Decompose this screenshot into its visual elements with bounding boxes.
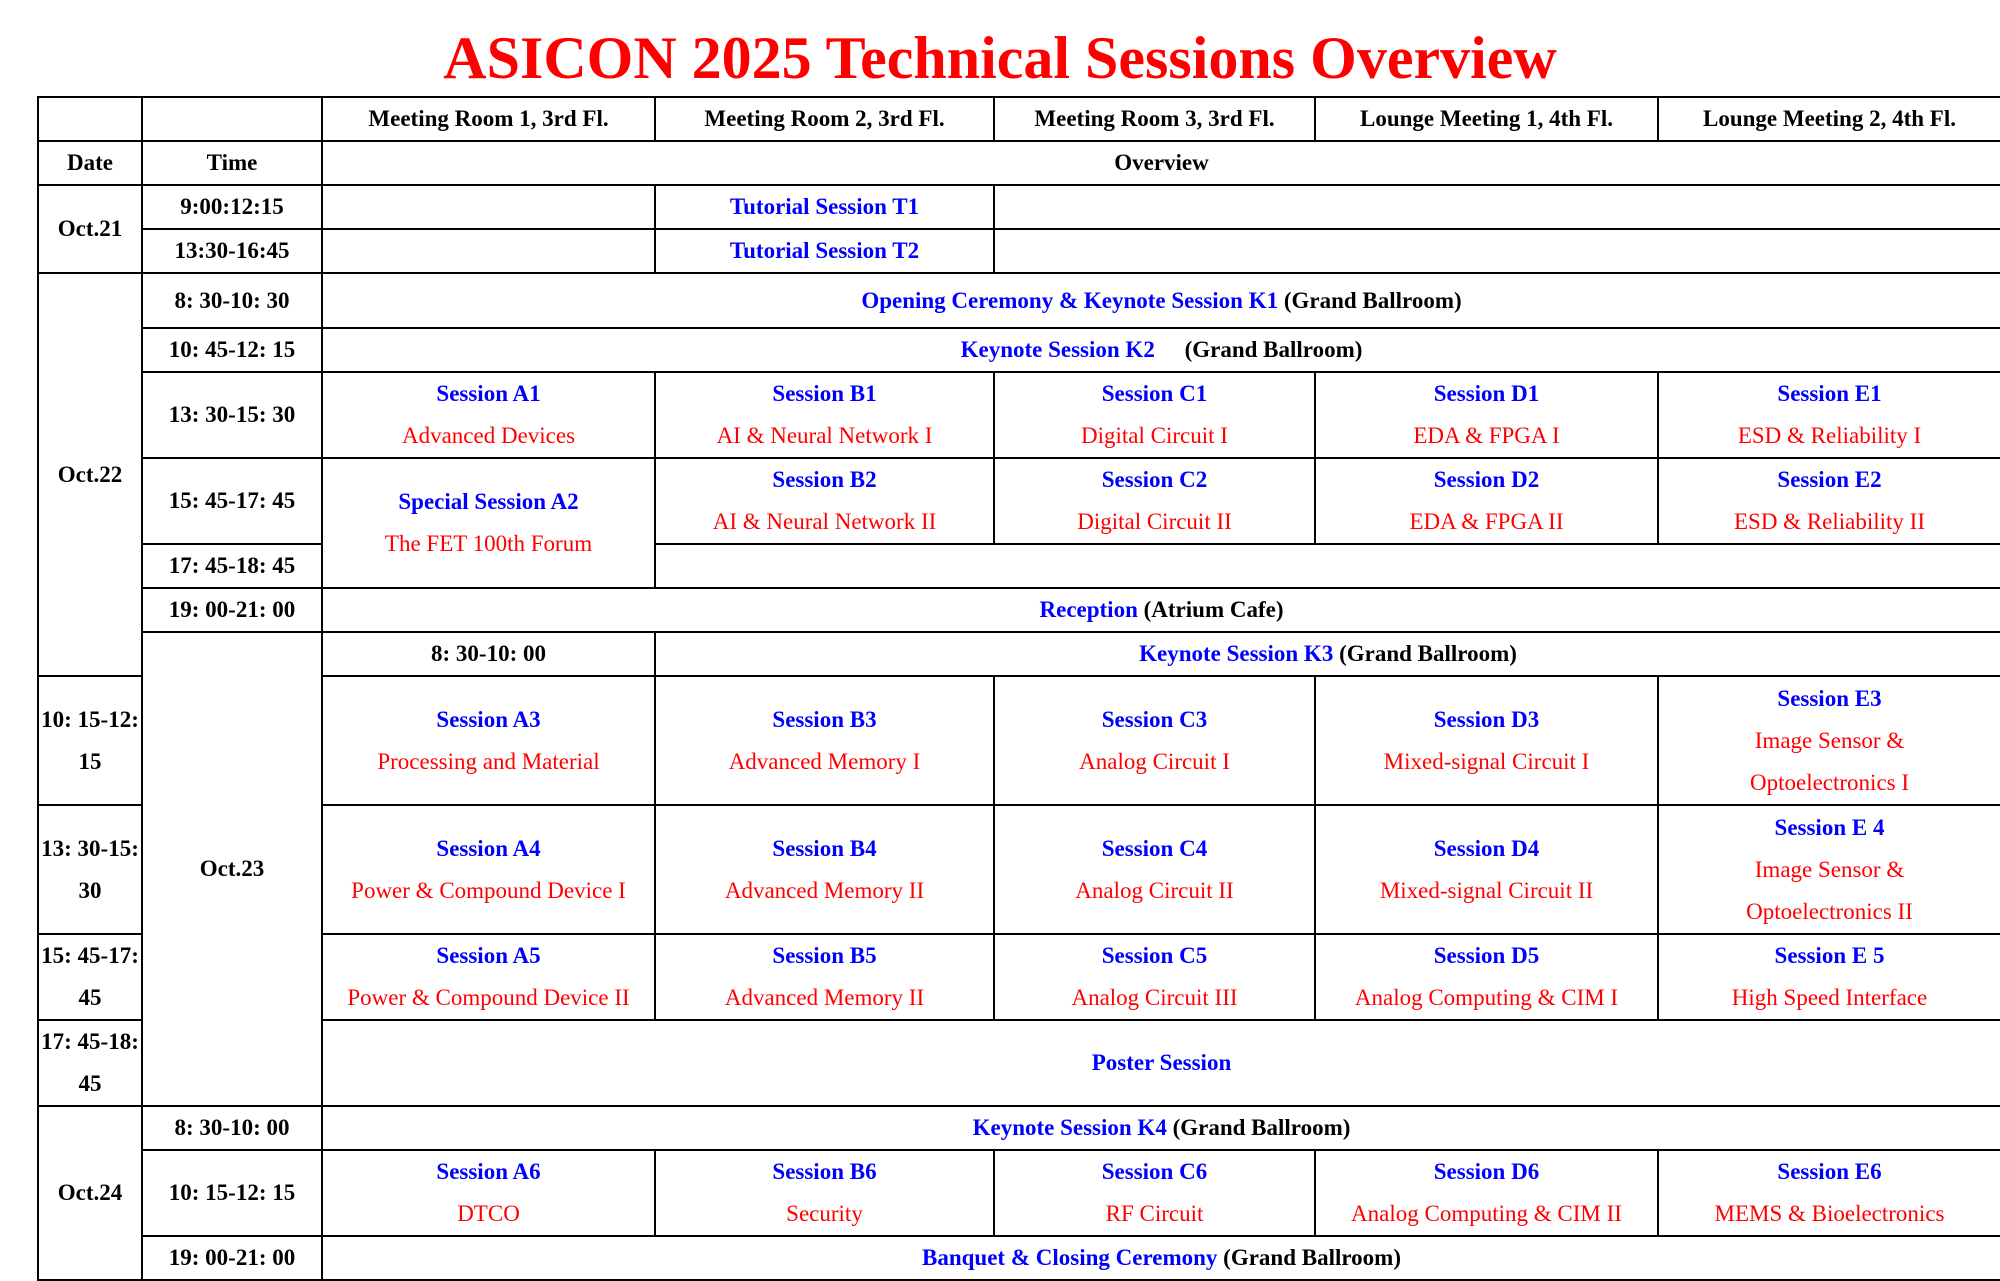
session-name: Session D4 [1433,835,1540,861]
special-session-cell [322,458,655,588]
session-cell [1315,934,1658,1020]
room-header: Lounge Meeting 1, 4th Fl. [1315,97,1658,141]
session-name: Session B1 [772,381,877,406]
session-name: Session D2 [1433,467,1540,492]
session-topic: Image Sensor & [1754,856,1905,882]
empty-cell [322,229,655,273]
table-row [38,588,2000,632]
session-topic: AI & Neural Network II [712,509,937,534]
session-name: Session D1 [1433,381,1540,406]
schedule-table [37,96,2000,1281]
plenary-banquet [322,1236,2000,1280]
plenary-venue: (Grand Ballroom) [1339,641,1517,666]
session-name: Session B5 [772,943,877,968]
session-cell [994,1150,1315,1236]
header-blank-cell [38,97,142,141]
plenary-name: Keynote Session K3 [1139,641,1334,666]
plenary-reception [322,588,2000,632]
time-cell: 13:30-16:45 [142,229,322,273]
session-topic: Processing and Material [377,748,600,774]
session-name: Session C4 [1101,835,1208,861]
session-cell [322,1150,655,1236]
session-name: Session B3 [772,706,877,732]
tutorial-session-t1: Tutorial Session T1 [655,185,994,229]
session-cell [1315,676,1658,805]
plenary-venue: (Grand Ballroom) [1283,287,1462,313]
session-topic: EDA & FPGA II [1409,509,1564,534]
table-row [38,805,2000,934]
session-name: Session A4 [436,835,541,861]
plenary-opening [322,273,2000,328]
plenary-venue: (Grand Ballroom) [1172,1115,1351,1140]
plenary-poster [322,1020,2000,1106]
time-cell: 13: 30-15: 30 [38,805,142,934]
session-cell [994,372,1315,458]
time-cell: 10: 15-12: 15 [38,676,142,805]
tutorial-session-t2: Tutorial Session T2 [655,229,994,273]
session-topic: Power & Compound Device II [347,985,630,1010]
plenary-name: Reception [1039,597,1138,622]
time-cell: 13: 30-15: 30 [142,372,322,458]
plenary-k4 [322,1106,2000,1150]
session-topic: Analog Computing & CIM I [1354,985,1619,1010]
session-cell [1315,1150,1658,1236]
session-cell [655,676,994,805]
session-topic: Digital Circuit II [1077,509,1232,534]
session-name: Session E 4 [1774,814,1885,840]
session-topic: Analog Circuit III [1071,985,1238,1010]
plenary-name: Opening Ceremony & Keynote Session K1 [861,287,1279,313]
session-name: Session C2 [1101,467,1208,492]
table-row [38,273,2000,328]
session-name: Session C3 [1101,706,1208,732]
session-name: Session C1 [1101,381,1208,406]
session-topic: The FET 100th Forum [384,531,593,556]
session-topic: Analog Computing & CIM II [1351,1201,1622,1226]
session-topic: Digital Circuit I [1081,423,1228,448]
table-row [38,632,2000,676]
date-cell: Oct.24 [38,1106,142,1280]
session-name: Session A6 [436,1159,541,1184]
session-cell [1658,934,2000,1020]
room-header: Lounge Meeting 2, 4th Fl. [1658,97,2000,141]
plenary-venue: (Grand Ballroom) [1184,337,1363,362]
session-name: Session D6 [1433,1159,1540,1184]
plenary-venue: (Grand Ballroom) [1223,1245,1401,1270]
session-cell [1315,458,1658,544]
session-cell [994,458,1315,544]
session-topic: Image Sensor & [1754,727,1905,753]
column-header-row [38,141,2000,185]
session-topic: Advanced Memory I [728,748,921,774]
session-topic: DTCO [457,1201,520,1226]
session-cell [1658,805,2000,934]
session-name: Session A3 [436,706,541,732]
plenary-name: Poster Session [1091,1050,1232,1075]
table-row [38,372,2000,458]
session-cell [1658,1150,2000,1236]
session-cell [994,805,1315,934]
date-header: Date [38,141,142,185]
session-topic: Advanced Memory II [724,985,925,1010]
session-name: Session B4 [772,835,877,861]
time-cell: 9:00:12:15 [142,185,322,229]
session-topic: Advanced Memory II [724,877,925,903]
session-topic: Optoelectronics II [1746,898,1913,924]
session-topic: Analog Circuit I [1079,748,1230,774]
plenary-k3 [655,632,2000,676]
session-cell [994,934,1315,1020]
session-topic: MEMS & Bioelectronics [1714,1201,1945,1226]
session-topic: Power & Compound Device I [351,877,626,903]
plenary-venue: (Atrium Cafe) [1143,597,1284,622]
table-row [38,458,2000,544]
plenary-name: Banquet & Closing Ceremony [922,1245,1218,1270]
session-name: Session E2 [1777,467,1882,492]
session-cell [322,676,655,805]
session-cell [1658,458,2000,544]
time-cell: 10: 15-12: 15 [142,1150,322,1236]
table-row [38,1106,2000,1150]
session-name: Session B6 [772,1159,877,1184]
session-cell [655,458,994,544]
session-topic: Analog Circuit II [1075,877,1234,903]
plenary-name: Keynote Session K4 [972,1115,1167,1140]
time-cell: 17: 45-18: 45 [142,544,322,588]
room-header-row [38,97,2000,141]
session-name: Session E 5 [1774,943,1885,968]
session-topic: Optoelectronics I [1749,769,1910,795]
time-cell: 15: 45-17: 45 [38,934,142,1020]
session-name: Session E3 [1777,685,1882,711]
date-cell: Oct.22 [38,273,142,676]
session-topic: Security [786,1201,863,1226]
room-header: Meeting Room 1, 3rd Fl. [322,97,655,141]
session-cell [655,372,994,458]
session-topic: RF Circuit [1105,1201,1204,1226]
empty-cell [994,185,2000,229]
time-cell: 8: 30-10: 30 [142,273,322,328]
session-cell [322,805,655,934]
session-cell [655,934,994,1020]
session-name: Special Session A2 [398,489,579,514]
table-row [38,328,2000,372]
time-cell: 19: 00-21: 00 [142,588,322,632]
session-name: Session D5 [1433,943,1540,968]
table-row [38,934,2000,1020]
overview-header: Overview [322,141,2000,185]
time-header: Time [142,141,322,185]
table-row [38,229,2000,273]
time-cell: 10: 45-12: 15 [142,328,322,372]
table-row [38,1020,2000,1106]
time-cell: 19: 00-21: 00 [142,1236,322,1280]
session-cell [655,1150,994,1236]
session-topic: AI & Neural Network I [716,423,933,448]
session-name: Session A5 [436,943,541,968]
date-cell: Oct.21 [38,185,142,273]
session-cell [1315,805,1658,934]
page-title: ASICON 2025 Technical Sessions Overview [443,25,1557,91]
room-header: Meeting Room 2, 3rd Fl. [655,97,994,141]
plenary-k2 [322,328,2000,372]
time-cell: 15: 45-17: 45 [142,458,322,544]
session-topic: ESD & Reliability II [1733,509,1925,534]
time-cell: 8: 30-10: 00 [322,632,655,676]
session-name: Session E6 [1777,1159,1882,1184]
session-cell [655,805,994,934]
session-topic: High Speed Interface [1731,985,1928,1010]
table-row [38,1236,2000,1280]
plenary-name: Keynote Session K2 [960,337,1155,362]
time-cell: 17: 45-18: 45 [38,1020,142,1106]
session-name: Session D3 [1433,706,1540,732]
session-topic: Mixed-signal Circuit II [1379,877,1594,903]
session-cell [1658,676,2000,805]
time-cell: 8: 30-10: 00 [142,1106,322,1150]
session-name: Session C6 [1101,1159,1208,1184]
session-topic: Advanced Devices [401,423,576,448]
room-header: Meeting Room 3, 3rd Fl. [994,97,1315,141]
session-name: Session A1 [436,381,541,406]
session-topic: EDA & FPGA I [1413,423,1560,448]
table-row [38,1150,2000,1236]
table-row [38,185,2000,229]
session-cell [994,676,1315,805]
table-row [38,676,2000,805]
empty-cell [655,544,2000,588]
session-cell [322,934,655,1020]
session-topic: Mixed-signal Circuit I [1383,748,1590,774]
session-name: Session B2 [772,467,877,492]
session-name: Session E1 [1777,381,1882,406]
header-blank-cell [142,97,322,141]
session-topic: ESD & Reliability I [1737,423,1922,448]
empty-cell [322,185,655,229]
session-cell [1658,372,2000,458]
session-cell [1315,372,1658,458]
empty-cell [994,229,2000,273]
date-cell: Oct.23 [142,632,322,1106]
session-cell [322,372,655,458]
session-name: Session C5 [1101,943,1208,968]
